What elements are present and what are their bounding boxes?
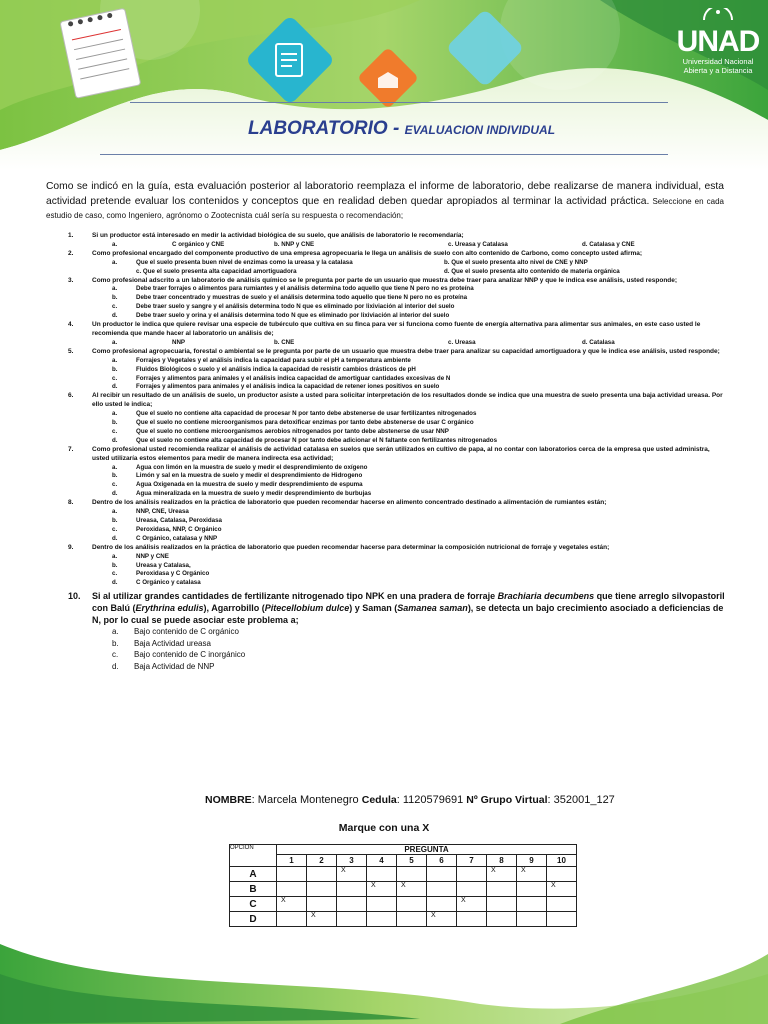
answer-cell: X — [427, 912, 457, 927]
option-text: b. CNE — [274, 338, 295, 346]
option-text: d. Catalasa — [582, 338, 615, 346]
option-label: A — [230, 867, 277, 882]
option-letter: b. — [112, 561, 118, 569]
intro-paragraph — [46, 180, 724, 224]
intro-text: Como se indicó en la guía, esta evaluación posterior al laboratorio reemplaza el informe de laboratorio, debe realizarse de manera individual, esta actividad pretende evaluar los contenidos y conceptos que en realidad deben quedar apropiados al terminar la actividad práctica. — [46, 181, 724, 207]
opcion-header: OPCION — [230, 845, 277, 867]
answer-cell — [337, 882, 367, 897]
question-list — [46, 232, 726, 672]
question-text: Dentro de los análisis realizados en la práctica de laboratorio que pueden recomendar hacerse en alimento concentrado destinado a alimentación de rumiantes están; — [92, 499, 607, 507]
option-letter: b. — [112, 517, 118, 524]
option-letter: d. — [112, 579, 118, 587]
option-text: Debe traer forrajes o alimentos para rumiantes y el análisis determina todo aquello que tiene N pero no es proteína — [136, 285, 474, 293]
option-text: Forrajes y alimentos para animales y el análisis indica capacidad de amortiguar cantidades excesivas de N — [136, 374, 451, 382]
answer-cell: X — [487, 867, 517, 882]
question-1 — [46, 232, 726, 241]
option-item — [46, 490, 726, 499]
logo-line2: Abierta y a Distancia — [683, 66, 753, 75]
title-dash: - — [387, 118, 405, 139]
option-item — [46, 437, 726, 446]
question-7 — [46, 446, 726, 464]
answer-cell — [307, 867, 337, 882]
option-text: d. Catalasa y CNE — [582, 240, 635, 248]
option-item — [46, 357, 726, 366]
option-letter: c. — [112, 525, 118, 533]
divider-top — [130, 102, 668, 103]
logo-line1: Universidad Nacional — [682, 57, 754, 66]
option-row — [46, 241, 726, 250]
answer-cell — [427, 882, 457, 897]
pregunta-header: PREGUNTA — [277, 845, 577, 855]
species-name: Pitecellobium dulce — [264, 603, 350, 614]
question-2 — [46, 250, 726, 259]
option-letter: a. — [112, 338, 118, 346]
option-text: C Orgánico, catalasa y NNP — [136, 534, 218, 542]
option-letter: b. — [112, 419, 118, 427]
option-item — [46, 638, 726, 650]
column-header: 5 — [397, 855, 427, 867]
intro-small: Seleccione en cada estudio de caso, como Ingeniero, agrónomo o Zootecnista cuál sería su respuesta o recomendación; — [46, 196, 724, 220]
option-text: b. NNP y CNE — [274, 240, 315, 248]
option-text: Agua mineralizada en la muestra de suelo y medir desprendimiento de burbujas — [136, 490, 372, 498]
logo-mark: UNAD — [676, 25, 760, 58]
option-letter: a. — [112, 508, 118, 516]
column-header: 10 — [547, 855, 577, 867]
answer-cell — [517, 882, 547, 897]
question-text: ), Agarrobillo ( — [203, 603, 265, 614]
question-text: Un productor le indica que quiere revisar una especie de tubérculo que cultiva en su finca para ver si funciona como fuente de energía alternativa para alimentar sus animales, en este caso usted le recomienda que mande hacer al laboratorio un análisis de; — [92, 321, 701, 337]
option-row — [46, 339, 726, 348]
option-text: C orgánico y CNE — [172, 240, 225, 248]
question-text: Como profesional usted recomienda realizar el análisis de actividad catalasa en suelos que serán utilizados en cultivo de papa, al no contar con laboratorios cerca de la empresa que usted administra, usted utilizaría estos elementos para medir de manera indirecta esa actividad; — [92, 445, 710, 462]
option-label: D — [230, 912, 277, 927]
species-name: Brachiaria decumbens — [497, 591, 595, 602]
option-text: Limón y sal en la muestra de suelo y medir el desprendimiento de Hidrogeno — [136, 472, 363, 480]
grupo-label: Nº Grupo Virtual — [466, 794, 548, 806]
option-item — [46, 535, 726, 544]
option-letter: b. — [112, 472, 118, 480]
option-letter: d. — [112, 534, 118, 542]
question-number: 5. — [68, 347, 74, 355]
option-text: c. Que el suelo presenta alta capacidad amortiguadora — [136, 267, 297, 275]
answer-cell — [397, 867, 427, 882]
option-text: Que el suelo no contiene microorganismos aerobios nitrogenados por tanto debe abstenerse de usar NNP — [136, 427, 449, 435]
option-label: B — [230, 882, 277, 897]
answer-cell: X — [457, 897, 487, 912]
option-text: Forrajes y Vegetales y el análisis indica la capacidad para subir el pH a temperatura ambiente — [136, 356, 411, 364]
option-item — [46, 428, 726, 437]
answer-cell — [367, 867, 397, 882]
cedula-value: : 1120579691 — [396, 794, 467, 806]
question-text: Como profesional encargado del componente productivo de una empresa agropecuaria le llega un análisis de suelo con alto contenido de Carbono, como concepto usted afirma; — [92, 249, 643, 257]
option-item — [46, 508, 726, 517]
divider-bottom — [100, 154, 668, 155]
answer-cell — [487, 882, 517, 897]
option-text: Que el suelo presenta buen nivel de enzimas como la ureasa y la catalasa — [136, 258, 353, 266]
option-text: Baja Actividad ureasa — [134, 638, 211, 648]
option-item — [46, 472, 726, 481]
table-row — [230, 897, 577, 912]
title-sub: EVALUACION INDIVIDUAL — [404, 123, 556, 137]
question-5 — [46, 348, 726, 357]
option-letter: d. — [112, 312, 118, 320]
header-decoration — [0, 0, 768, 170]
question-number: 6. — [68, 392, 74, 400]
option-text: Debe traer suelo y sangre y el análisis determina todo N que es eliminado por lixiviación al interior del suelo — [136, 303, 455, 311]
answer-cell: X — [547, 882, 577, 897]
option-letter: a. — [112, 627, 119, 637]
column-header: 9 — [517, 855, 547, 867]
option-text: Debe traer concentrado y muestras de suelo y el análisis determina todo aquello que tiene N pero no es proteína — [136, 294, 468, 302]
option-letter: a. — [112, 240, 118, 248]
question-text: Dentro de los análisis realizados en la práctica de laboratorio que pueden recomendar hacerse para determinar la composición nutricional de forraje y vegetales están; — [92, 543, 610, 551]
option-text: NNP, CNE, Ureasa — [136, 508, 189, 516]
option-letter: c. — [112, 650, 119, 660]
option-text: b. Que el suelo presenta alto nivel de CNE y NNP — [444, 258, 588, 266]
option-item — [46, 375, 726, 384]
option-text: Bajo contenido de C inorgánico — [134, 650, 246, 660]
unad-logo — [676, 8, 760, 75]
question-number: 7. — [68, 445, 74, 453]
option-letter: d. — [112, 490, 118, 498]
option-letter: a. — [112, 258, 118, 266]
column-header: 6 — [427, 855, 457, 867]
option-letter: d. — [112, 383, 118, 391]
option-label: C — [230, 897, 277, 912]
question-9 — [46, 544, 726, 553]
question-text: Como profesional agropecuaria, forestal o ambiental se le pregunta por parte de un usuario que muestra debe traer para analizar su capacidad amortiguadora y que le indica ese análisis, usted responde; — [92, 347, 720, 355]
option-item — [46, 661, 726, 673]
option-letter: a. — [112, 410, 118, 418]
answer-cell — [547, 867, 577, 882]
question-8 — [46, 499, 726, 508]
question-number: 8. — [68, 499, 74, 507]
option-text: NNP — [172, 338, 186, 346]
option-text: Ureasa, Catalasa, Peroxidasa — [136, 517, 222, 524]
option-item — [46, 303, 726, 312]
option-letter: c. — [112, 570, 118, 578]
option-item — [46, 553, 726, 562]
option-text: NNP y CNE — [136, 552, 169, 560]
option-item — [46, 294, 726, 303]
table-row — [230, 882, 577, 897]
option-item — [46, 481, 726, 490]
answer-cell: X — [397, 882, 427, 897]
option-item — [46, 626, 726, 638]
question-10 — [46, 590, 726, 626]
option-letter — [46, 268, 136, 277]
option-text: Fluidos Biológicos o suelo y el análisis indica la capacidad de resistir cambios drásticos de pH — [136, 365, 416, 373]
option-letter: c. — [112, 427, 118, 435]
answer-cell — [367, 897, 397, 912]
column-header: 3 — [337, 855, 367, 867]
question-4 — [46, 321, 726, 339]
answer-cell — [427, 897, 457, 912]
species-name: Erythrina edulis — [135, 603, 204, 614]
option-text: Peroxidasa y C Orgánico — [136, 570, 210, 578]
option-letter: c. — [112, 481, 118, 489]
nombre-value: : Marcela Montenegro — [251, 794, 362, 806]
option-item — [46, 570, 726, 579]
column-header: 1 — [277, 855, 307, 867]
answer-cell — [427, 867, 457, 882]
answer-cell — [307, 882, 337, 897]
answer-cell: X — [337, 867, 367, 882]
option-text: C Orgánico y catalasa — [136, 579, 201, 587]
option-letter: a. — [112, 356, 118, 364]
answer-cell — [337, 897, 367, 912]
option-text: Agua Oxigenada en la muestra de suelo y medir desprendimiento de espuma — [136, 481, 363, 489]
answer-cell: X — [367, 882, 397, 897]
question-text: ) y Saman ( — [349, 603, 398, 614]
option-letter: b. — [112, 365, 118, 373]
option-text: Forrajes y alimentos para animales y el análisis indica la capacidad de retener iones positivos en suelo — [136, 383, 440, 391]
answer-cell — [457, 882, 487, 897]
option-item — [46, 383, 726, 392]
option-item — [46, 562, 726, 571]
question-text: ), se detecta un bajo crecimiento asociado a deficiencias de N, por lo cual se puede asociar este problema a; — [92, 603, 724, 626]
question-number: 9. — [68, 543, 74, 551]
page-title — [248, 118, 555, 140]
title-main: LABORATORIO — [248, 118, 388, 139]
answer-cell — [547, 897, 577, 912]
option-item — [46, 419, 726, 428]
grupo-value: : 352001_127 — [547, 794, 615, 806]
question-number: 2. — [68, 249, 74, 257]
answer-cell — [487, 897, 517, 912]
option-letter: a. — [112, 552, 118, 560]
question-text: Al recibir un resultado de un análisis de suelo, un productor asiste a usted para solicitar interpretación de los resultados donde se indica que una muestra de suelo presenta una baja actividad ureasa. Por ello usted le indica; — [92, 392, 723, 409]
nombre-label: NOMBRE — [205, 794, 252, 806]
option-letter: c. — [112, 374, 118, 382]
marque-heading: Marque con una X — [338, 822, 430, 834]
option-item — [46, 517, 726, 526]
option-item — [46, 579, 726, 588]
table-header-row — [230, 845, 577, 855]
option-text: Debe traer suelo y orina y el análisis determina todo N que es eliminado por lixiviación al interior del suelo — [136, 312, 450, 320]
option-text: Que el suelo no contiene alta capacidad de procesar N por tanto debe adicionar el N faltante con fertilizantes nitrogenados — [136, 436, 498, 444]
student-info — [205, 794, 615, 806]
option-letter: b. — [112, 638, 119, 648]
footer-decoration — [0, 914, 768, 1024]
answer-cell: X — [307, 912, 337, 927]
species-name: Samanea saman — [397, 603, 468, 614]
question-text: Si al utilizar grandes cantidades de fertilizante nitrogenado tipo NPK en una pradera de forraje — [92, 591, 498, 602]
question-text: Como profesional adscrito a un laboratorio de análisis químico se le pregunta por parte de un usuario que muestra debe traer para analizar NNP y que le indica ese análisis, usted responde; — [92, 276, 678, 284]
answer-cell — [457, 867, 487, 882]
option-item — [46, 526, 726, 535]
column-header: 2 — [307, 855, 337, 867]
answer-cell — [307, 897, 337, 912]
column-header: 8 — [487, 855, 517, 867]
option-item — [46, 410, 726, 419]
question-3 — [46, 277, 726, 286]
option-text: Agua con limón en la muestra de suelo y medir el desprendimiento de oxígeno — [136, 463, 368, 471]
logo-arc-icon — [700, 8, 736, 22]
option-text: Que el suelo no contiene alta capacidad de procesar N por tanto debe abstenerse de usar fertilizantes nitrogenados — [136, 410, 477, 418]
option-letter: c. — [112, 303, 118, 311]
option-row — [46, 259, 726, 268]
option-text: Bajo contenido de C orgánico — [134, 627, 239, 637]
table-row — [230, 867, 577, 882]
question-number: 4. — [68, 321, 74, 329]
answer-cell — [517, 897, 547, 912]
option-letter: d. — [112, 436, 118, 444]
option-letter: a. — [112, 285, 118, 293]
question-text: Si un productor está interesado en medir la actividad biológica de su suelo, que análisis de laboratorio le recomendaría; — [92, 232, 464, 239]
option-text: Baja Actividad de NNP — [134, 661, 215, 671]
question-number: 1. — [68, 232, 74, 239]
answer-cell — [277, 882, 307, 897]
answer-cell — [277, 867, 307, 882]
option-item — [46, 464, 726, 473]
question-number: 3. — [68, 276, 74, 284]
option-item — [46, 366, 726, 375]
answer-cell: X — [517, 867, 547, 882]
option-text: Ureasa y Catalasa, — [136, 561, 191, 569]
option-text: Que el suelo no contiene microorganismos para detoxificar enzimas por tanto debe abstenerse de usar C orgánico — [136, 419, 474, 427]
option-item — [46, 649, 726, 661]
option-text: c. Ureasa — [448, 338, 476, 346]
option-item — [46, 312, 726, 321]
table-column-row — [230, 855, 577, 867]
question-number: 10. — [68, 591, 81, 602]
answer-cell: X — [277, 897, 307, 912]
column-header: 7 — [457, 855, 487, 867]
question-text: que tiene arreglo silvopastoril con Balú ( — [92, 591, 725, 614]
question-6 — [46, 392, 726, 410]
option-letter: d. — [112, 661, 119, 671]
option-letter: b. — [112, 294, 118, 302]
option-text: d. Que el suelo presenta alto contenido de materia orgánica — [444, 267, 620, 275]
cedula-label: Cedula — [361, 794, 397, 806]
option-item — [46, 285, 726, 294]
option-text: c. Ureasa y Catalasa — [448, 240, 508, 248]
option-text: Peroxidasa, NNP, C Orgánico — [136, 525, 222, 533]
option-letter: a. — [112, 463, 118, 471]
answer-cell — [397, 897, 427, 912]
option-row — [46, 268, 726, 277]
column-header: 4 — [367, 855, 397, 867]
